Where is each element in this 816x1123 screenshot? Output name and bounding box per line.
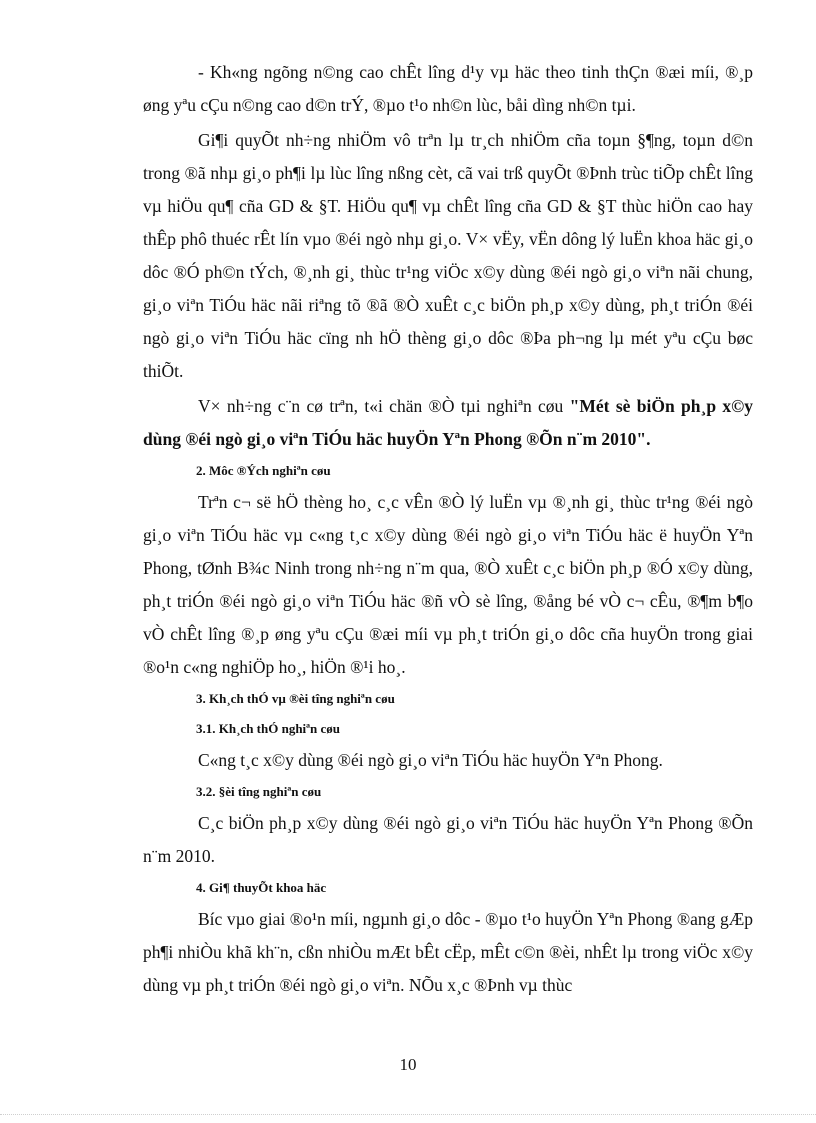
paragraph-1: - Kh«ng ngõng n©ng cao chÊt lîng d¹y vµ häc theo tinh thÇn ®æi míi, ®¸p øng yªu cÇu n©ng cao d©n trÝ, ®µo t¹o nh©n lùc, båi dìng nh©n tµi. — [143, 62, 753, 115]
page-number: 10 — [399, 1055, 417, 1074]
paragraph-6: C¸c biÖn ph¸p x©y dùng ®éi ngò gi¸o viªn TiÓu häc huyÖn Yªn Phong ®Õn n¨m 2010. — [143, 813, 753, 866]
heading-4-hypothesis: 4. Gi¶ thuyÕt khoa häc — [196, 880, 327, 895]
heading-3-2: 3.2. §èi tîng nghiªn cøu — [196, 784, 322, 799]
paragraph-3-lead: V× nh÷ng c¨n cø trªn, t«i chän ®Ò tµi nghiªn cøu — [198, 396, 570, 416]
paragraph-2: Gi¶i quyÕt nh÷ng nhiÖm vô trªn lµ tr¸ch nhiÖm cña toµn §¶ng, toµn d©n trong ®ã nhµ gi¸o ph¶i lµ lùc lîng nßng cèt, cã vai trß quyÕt ®Þnh trùc tiÕp chÊt lîng vµ hiÖu qu¶ cña GD & §T. HiÖu qu¶ vµ chÊt lîng cña GD & §T thùc hiÖn cao hay thÊp phô thuéc rÊt lín vµo ®éi ngò nhµ gi¸o. V× vËy, vËn dông lý luËn khoa häc gi¸o dôc ®Ó ph©n tÝch, ®¸nh gi¸ thùc tr¹ng viÖc x©y dùng ®éi ngò gi¸o viªn nãi chung, gi¸o viªn TiÓu häc nãi riªng tõ ®ã ®Ò xuÊt c¸c biÖn ph¸p x©y dùng, ph¸t triÓn ®éi ngò gi¸o viªn TiÓu häc cïng nh hÖ thèng gi¸o dôc ®Þa ph¬ng lµ mét yªu cÇu bøc thiÕt. — [143, 130, 753, 381]
heading-2-purpose: 2. Môc ®Ých nghiªn cøu — [196, 463, 331, 478]
page-bottom-divider — [0, 1114, 816, 1115]
paragraph-4: Trªn c¬ së hÖ thèng ho¸ c¸c vÊn ®Ò lý luËn vµ ®¸nh gi¸ thùc tr¹ng ®éi ngò gi¸o viªn TiÓu häc vµ c«ng t¸c x©y dùng ®éi ngò gi¸o viªn TiÓu häc ë huyÖn Yªn Phong, tØnh B¾c Ninh trong nh÷ng n¨m qua, ®Ò xuÊt c¸c biÖn ph¸p ®Ó x©y dùng, ph¸t triÓn ®éi ngò gi¸o viªn TiÓu häc ®ñ vÒ sè lîng, ®ång bé vÒ c¬ cÊu, ®¶m b¶o vÒ chÊt lîng ®¸p øng yªu cÇu ®æi míi vµ ph¸t triÓn gi¸o dôc cña huyÖn trong giai ®o¹n c«ng nghiÖp ho¸, hiÖn ®¹i ho¸. — [143, 492, 753, 677]
heading-3-1: 3.1. Kh¸ch thÓ nghiªn cøu — [196, 721, 341, 736]
paragraph-3 — [143, 390, 753, 456]
thesis-title: "Mét sè biÖn ph¸p x©y dùng ®éi ngò gi¸o viªn TiÓu häc huyÖn Yªn Phong ®Õn n¨m 2010". — [143, 396, 753, 449]
heading-3-object: 3. Kh¸ch thÓ vµ ®èi tîng nghiªn cøu — [196, 691, 395, 706]
paragraph-7: Bíc vµo giai ®o¹n míi, ngµnh gi¸o dôc - ®µo t¹o huyÖn Yªn Phong ®ang gÆp ph¶i nhiÒu khã kh¨n, cßn nhiÒu mÆt bÊt cËp, mÊt c©n ®èi, nhÊt lµ trong viÖc x©y dùng vµ ph¸t triÓn ®éi ngò gi¸o viªn. NÕu x¸c ®Þnh vµ thùc — [143, 909, 753, 995]
paragraph-5: C«ng t¸c x©y dùng ®éi ngò gi¸o viªn TiÓu häc huyÖn Yªn Phong. — [198, 750, 663, 770]
page-content — [143, 56, 753, 1002]
